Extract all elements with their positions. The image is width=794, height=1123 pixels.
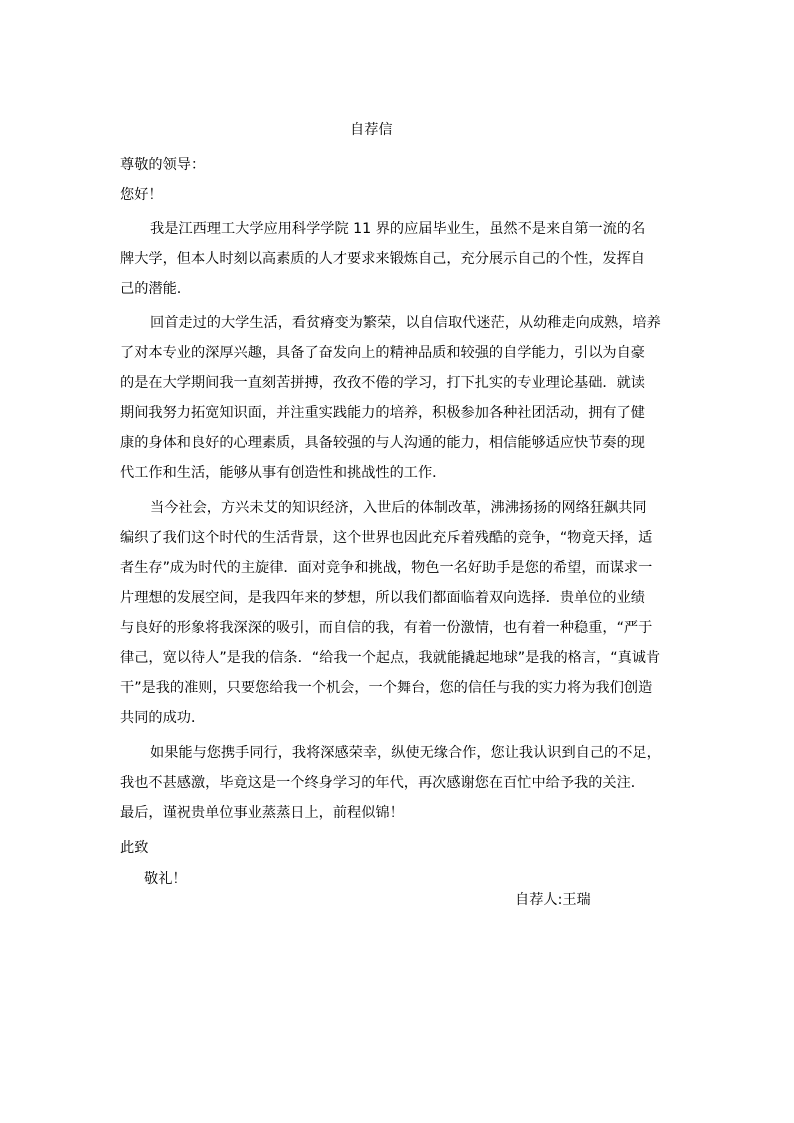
paragraph-3-line-1: 当今社会，方兴未艾的知识经济，入世后的体制改革，沸沸扬扬的网络狂飙共同	[150, 500, 647, 516]
closing: 此致	[120, 840, 149, 856]
paragraph-4-line-2: 我也不甚感激，毕竟这是一个终身学习的年代，再次感谢您在百忙中给予我的关注．	[120, 775, 645, 791]
paragraph-3-line-2: 编织了我们这个时代的生活背景，这个世界也因此充斥着残酷的竞争，“物竟天择，适	[120, 530, 653, 546]
greeting: 您好！	[120, 187, 163, 203]
paragraph-4-line-1: 如果能与您携手同行，我将深感荣幸，纵使无缘合作，您让我认识到自己的不足，	[150, 745, 661, 761]
paragraph-3-line-5: 与良好的形象将我深深的吸引，而自信的我，有着一份激情，也有着一种稳重，“严于	[120, 620, 653, 636]
paragraph-2-line-2: 了对本专业的深厚兴趣，具备了奋发向上的精神品质和较强的自学能力，引以为自豪	[120, 345, 645, 361]
paragraph-3-line-4: 片理想的发展空间，是我四年来的梦想，所以我们都面临着双向选择．贵单位的业绩	[120, 590, 645, 606]
paragraph-3-line-7: 干”是我的准则，只要您给我一个机会，一个舞台，您的信任与我的实力将为我们创造	[120, 680, 653, 696]
letter-title: 自荐信	[350, 122, 393, 138]
paragraph-1-line-3: 己的潜能.	[120, 281, 182, 297]
paragraph-4-line-3: 最后，谨祝贵单位事业蒸蒸日上，前程似锦！	[120, 805, 404, 821]
paragraph-3-line-6: 律己，宽以待人”是我的信条．“给我一个起点，我就能撬起地球”是我的格言，“真诚肯	[120, 650, 661, 666]
paragraph-2-line-6: 代工作和生活，能够从事有创造性和挑战性的工作．	[120, 465, 447, 481]
paragraph-2-line-3: 的是在大学期间我一直刻苦拼搏，孜孜不倦的学习，打下扎实的专业理论基础．就读	[120, 375, 645, 391]
paragraph-1-line-2: 牌大学，但本人时刻以高素质的人才要求来锻炼自己，充分展示自己的个性，发挥自	[120, 251, 645, 267]
salutation: 尊敬的领导：	[120, 157, 206, 173]
paragraph-3-line-3: 者生存”成为时代的主旋律．面对竞争和挑战，物色一名好助手是您的希望，而谋求一	[120, 560, 653, 576]
paragraph-2-line-1: 回首走过的大学生活，看贫瘠变为繁荣，以自信取代迷茫，从幼稚走向成熟，培养	[150, 315, 661, 331]
paragraph-1-line-1: 我是江西理工大学应用科学学院 11 界的应届毕业生，虽然不是来自第一流的名	[150, 221, 646, 237]
regards: 敬礼！	[144, 871, 187, 887]
paragraph-3-line-8: 共同的成功．	[120, 710, 206, 726]
paragraph-2-line-5: 康的身体和良好的心理素质，具备较强的与人沟通的能力，相信能够适应快节奏的现	[120, 435, 645, 451]
signature: 自荐人:王瑞	[515, 892, 591, 908]
paragraph-2-line-4: 期间我努力拓宽知识面，并注重实践能力的培养，积极参加各种社团活动，拥有了健	[120, 405, 645, 421]
